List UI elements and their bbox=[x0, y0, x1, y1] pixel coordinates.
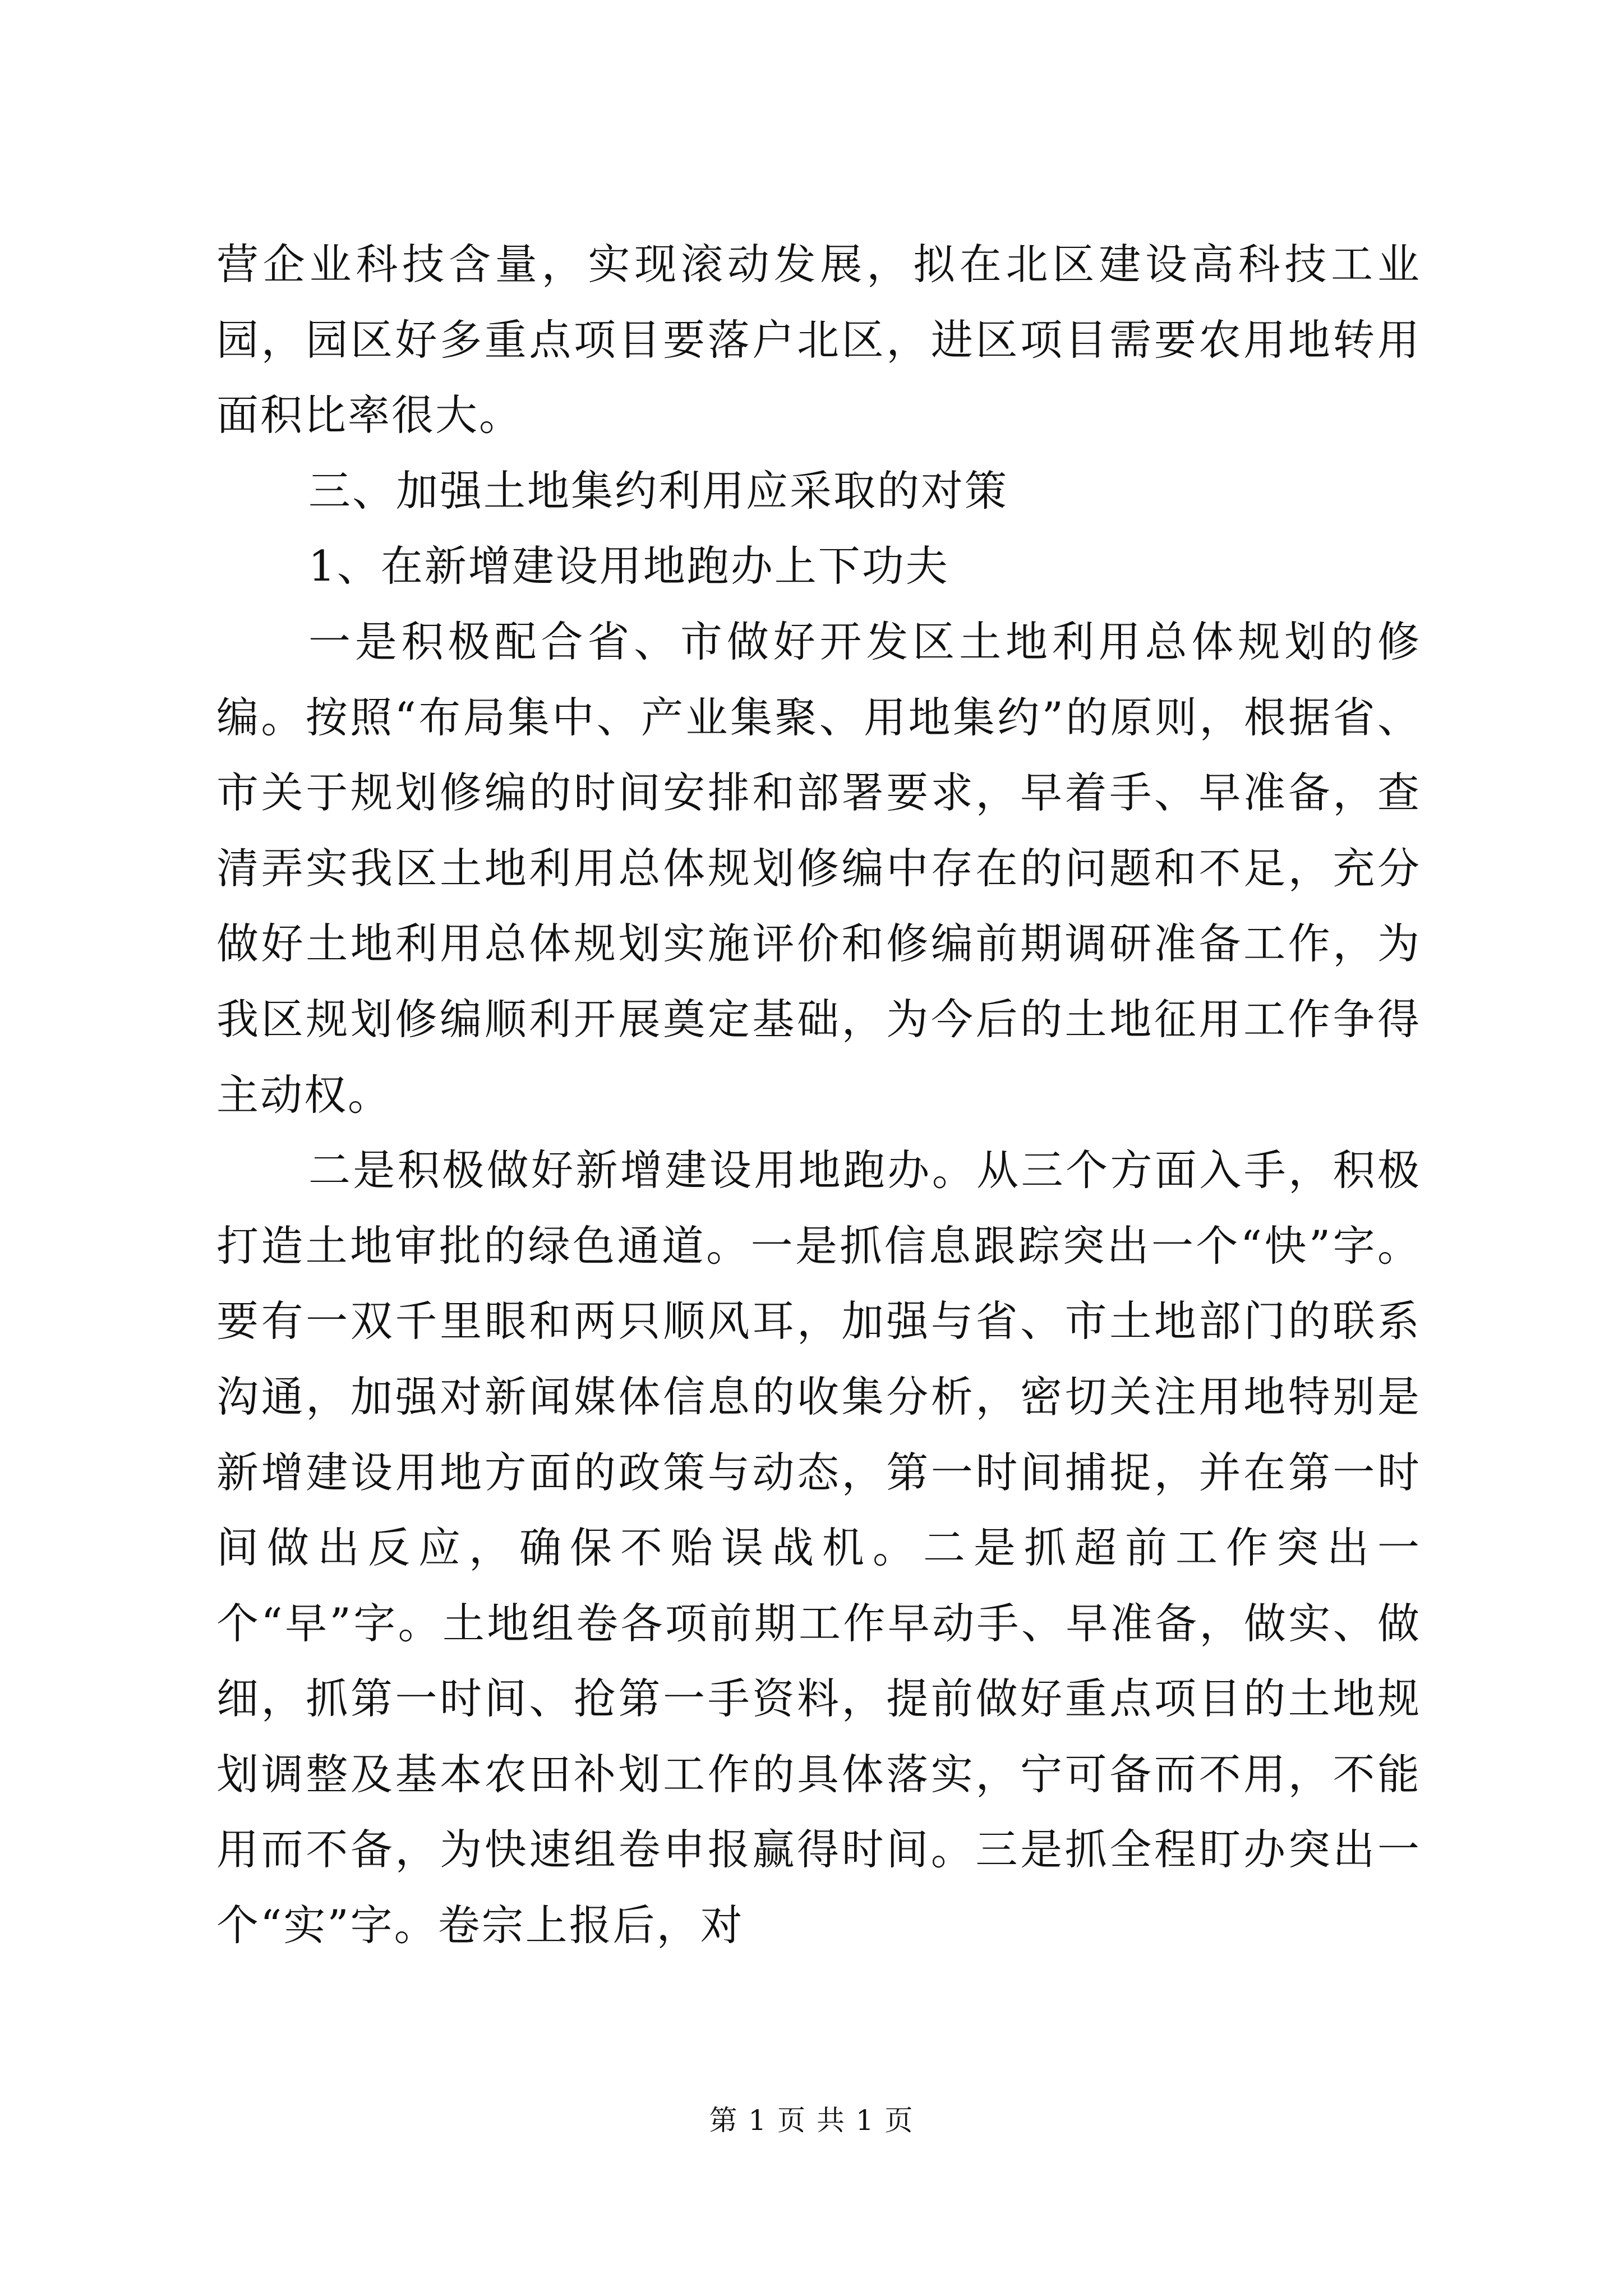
document-body bbox=[216, 227, 1421, 1963]
section-heading: 三、加强土地集约利用应采取的对策 bbox=[308, 466, 1009, 516]
paragraph-land-approval: 二是积极做好新增建设用地跑办。从三个方面入手，积极打造土地审批的绿色通道。一是抓信息跟踪突出一个“快”字。要有一双千里眼和两只顺风耳，加强与省、市土地部门的联系沟通，加强对新闻媒体信息的收集分析，密切关注用地特别是新增建设用地方面的政策与动态，第一时间捕捉，并在第一时间做出反应，确保不贻误战机。二是抓超前工作突出一个“早”字。土地组卷各项前期工作早动手、早准备，做实、做细，抓第一时间、抢第一手资料，提前做好重点项目的土地规划调整及基本农田补划工作的具体落实，宁可备而不用，不能用而不备，为快速组卷申报赢得时间。三是抓全程盯办突出一个“实”字。卷宗上报后，对 bbox=[216, 1145, 1421, 1950]
page-footer: 第 1 页 共 1 页 bbox=[709, 2104, 914, 2137]
subsection-heading: 1、在新增建设用地跑办上下功夫 bbox=[308, 541, 949, 591]
paragraph-planning: 一是积极配合省、市做好开发区土地利用总体规划的修编。按照“布局集中、产业集聚、用地集约”的原则，根据省、市关于规划修编的时间安排和部署要求，早着手、早准备，查清弄实我区土地利用总体规划修编中存在的问题和不足，充分做好土地利用总体规划实施评价和修编前期调研准备工作，为我区规划修编顺利开展奠定基础，为今后的土地征用工作争得主动权。 bbox=[216, 616, 1421, 1120]
paragraph-continuation: 营企业科技含量，实现滚动发展，拟在北区建设高科技工业园，园区好多重点项目要落户北区，进区项目需要农用地转用面积比率很大。 bbox=[216, 240, 1421, 440]
